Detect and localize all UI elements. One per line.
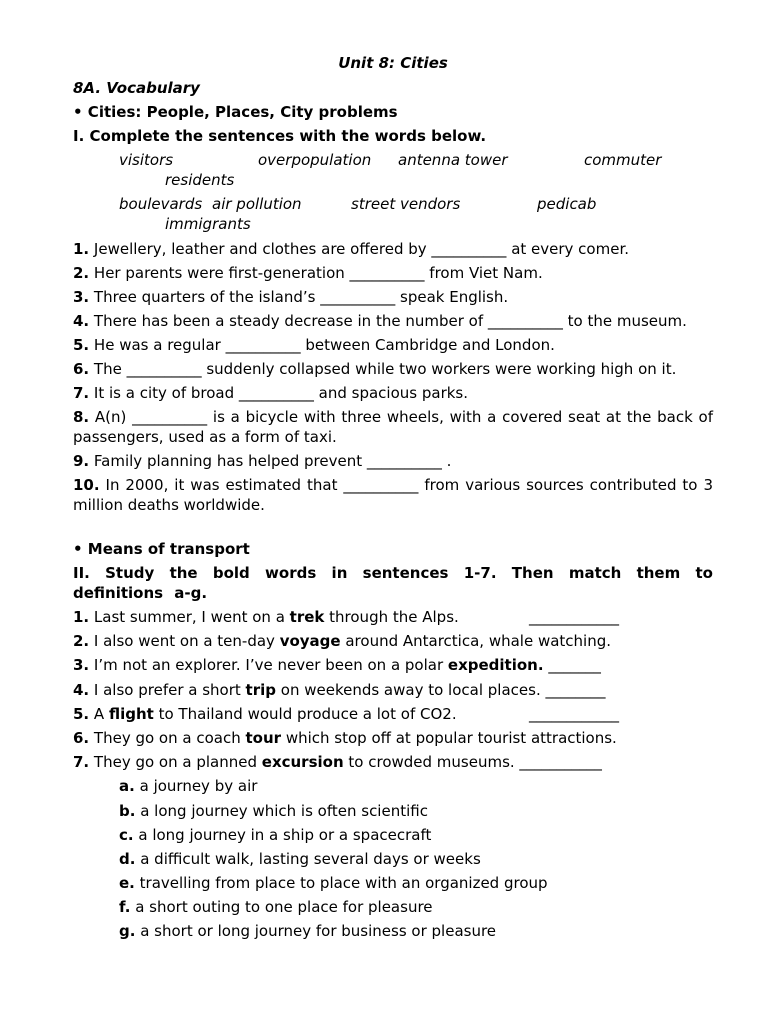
word-bank-item: pedicab [537, 195, 597, 213]
question-number: 9. [73, 452, 90, 470]
definition-e [73, 873, 713, 893]
question-text: The __________ suddenly collapsed while two workers were working high on it. [93, 360, 677, 378]
definition-letter: e. [119, 874, 135, 893]
question-number: 5. [73, 704, 90, 723]
word-bank-item: boulevards [119, 195, 203, 213]
word-bank-item: residents [165, 171, 235, 189]
definition-c [73, 825, 713, 845]
question-2-4 [73, 680, 713, 700]
question-1-8 [73, 407, 713, 447]
question-number: 2. [73, 632, 90, 651]
word-bank-row-1b [73, 170, 713, 190]
definition-letter: d. [119, 849, 136, 868]
section-heading-vocabulary: 8A. Vocabulary [73, 79, 200, 97]
question-text-pre: I’m not an explorer. I’ve never been on a polar [93, 656, 448, 675]
topic-transport: • Means of transport [73, 540, 250, 558]
word-bank-item: overpopulation [258, 151, 372, 169]
question-number: 3. [73, 288, 90, 306]
word-bank-row-2 [73, 194, 713, 214]
question-text-post: to crowded museums. ___________ [343, 753, 602, 772]
question-1-7 [73, 383, 713, 403]
question-keyword: trek [289, 608, 325, 626]
task-2-instruction: II. Study the bold words in sentences 1-7. Then match them to definitions a-g. [73, 564, 713, 602]
question-1-2 [73, 263, 713, 283]
definition-text: a long journey which is often scientific [140, 801, 428, 820]
question-1-1 [73, 239, 713, 259]
definition-letter: c. [119, 825, 134, 844]
question-2-5 [73, 704, 713, 724]
question-text-pre: Last summer, I went on a [93, 608, 290, 626]
question-number: 5. [73, 336, 90, 354]
question-text: Three quarters of the island’s __________ speak English. [93, 288, 509, 306]
question-1-5 [73, 335, 713, 355]
definition-f [73, 897, 713, 917]
answer-blank: ____________ [529, 704, 619, 723]
question-1-4 [73, 311, 713, 331]
question-number: 10. [73, 476, 100, 494]
definition-a [73, 776, 713, 796]
word-bank-item: antenna tower [398, 151, 508, 169]
question-1-9 [73, 451, 713, 471]
question-number: 7. [73, 753, 90, 772]
word-bank-item: street vendors [351, 195, 461, 213]
word-bank-item: commuter [584, 151, 662, 169]
question-text: There has been a steady decrease in the number of __________ to the museum. [93, 312, 687, 330]
question-keyword: flight [108, 704, 154, 723]
question-2-7 [73, 752, 713, 772]
question-1-10 [73, 475, 713, 515]
question-keyword: voyage [279, 632, 341, 651]
question-text-post: on weekends away to local places. ________ [276, 680, 606, 699]
question-text: It is a city of broad __________ and spacious parks. [93, 384, 469, 402]
definition-b [73, 801, 713, 821]
question-2-2 [73, 631, 713, 651]
word-bank-item: air pollution [212, 195, 302, 213]
question-text: Jewellery, leather and clothes are offered by __________ at every comer. [93, 240, 629, 258]
question-number: 1. [73, 608, 90, 626]
question-text-post: which stop off at popular tourist attractions. [281, 728, 617, 747]
question-text-post: _______ [543, 656, 601, 675]
question-2-3 [73, 655, 713, 675]
definition-text: a difficult walk, lasting several days or weeks [140, 849, 481, 868]
question-number: 7. [73, 384, 90, 402]
question-text-pre: I also prefer a short [93, 680, 246, 699]
definition-letter: a. [119, 777, 135, 796]
definition-letter: b. [119, 801, 136, 820]
question-keyword: tour [245, 728, 282, 747]
question-number: 4. [73, 312, 90, 330]
task-1-instruction: I. Complete the sentences with the words below. [73, 127, 487, 145]
question-keyword: trip [245, 680, 276, 699]
question-number: 3. [73, 656, 90, 675]
question-2-1 [73, 607, 713, 627]
question-text-post: through the Alps. [324, 608, 459, 626]
question-text: Family planning has helped prevent __________ . [93, 452, 452, 470]
word-bank-item: visitors [119, 151, 174, 169]
word-bank-item: immigrants [165, 215, 251, 233]
question-text-pre: They go on a planned [93, 753, 262, 772]
question-text: Her parents were first-generation __________ from Viet Nam. [93, 264, 543, 282]
definition-text: a short outing to one place for pleasure [135, 898, 433, 917]
question-number: 8. [73, 408, 90, 426]
question-number: 6. [73, 360, 90, 378]
page-title: Unit 8: Cities [338, 54, 448, 72]
question-2-6 [73, 728, 713, 748]
question-text-pre: I also went on a ten-day [93, 632, 280, 651]
word-bank-row-1 [73, 150, 713, 170]
question-number: 4. [73, 680, 90, 699]
definition-text: travelling from place to place with an organized group [139, 874, 548, 893]
question-1-3 [73, 287, 713, 307]
answer-blank: ____________ [529, 608, 619, 626]
definition-g [73, 921, 713, 941]
worksheet-page [73, 54, 713, 946]
question-number: 6. [73, 728, 90, 747]
definition-letter: f. [119, 898, 131, 917]
question-text: He was a regular __________ between Cambridge and London. [93, 336, 555, 354]
question-text-pre: They go on a coach [93, 728, 246, 747]
question-text-pre: A [93, 704, 109, 723]
question-text: In 2000, it was estimated that __________ from various sources contributed to 3 million deaths worldwide. [73, 476, 713, 514]
word-bank-row-2b [73, 214, 713, 234]
definition-text: a long journey in a ship or a spacecraft [138, 825, 432, 844]
topic-cities: • Cities: People, Places, City problems [73, 103, 398, 121]
question-1-6 [73, 359, 713, 379]
definition-text: a short or long journey for business or pleasure [140, 922, 497, 941]
question-keyword: excursion [261, 753, 344, 772]
definition-d [73, 849, 713, 869]
definition-letter: g. [119, 922, 136, 941]
question-text-post: to Thailand would produce a lot of CO2. [153, 704, 457, 723]
definition-text: a journey by air [139, 777, 258, 796]
question-number: 2. [73, 264, 90, 282]
question-number: 1. [73, 240, 90, 258]
question-text-post: around Antarctica, whale watching. [340, 632, 612, 651]
question-keyword: expedition. [447, 656, 544, 675]
question-text: A(n) __________ is a bicycle with three wheels, with a covered seat at the back of passengers, used as a form of taxi. [73, 408, 713, 446]
